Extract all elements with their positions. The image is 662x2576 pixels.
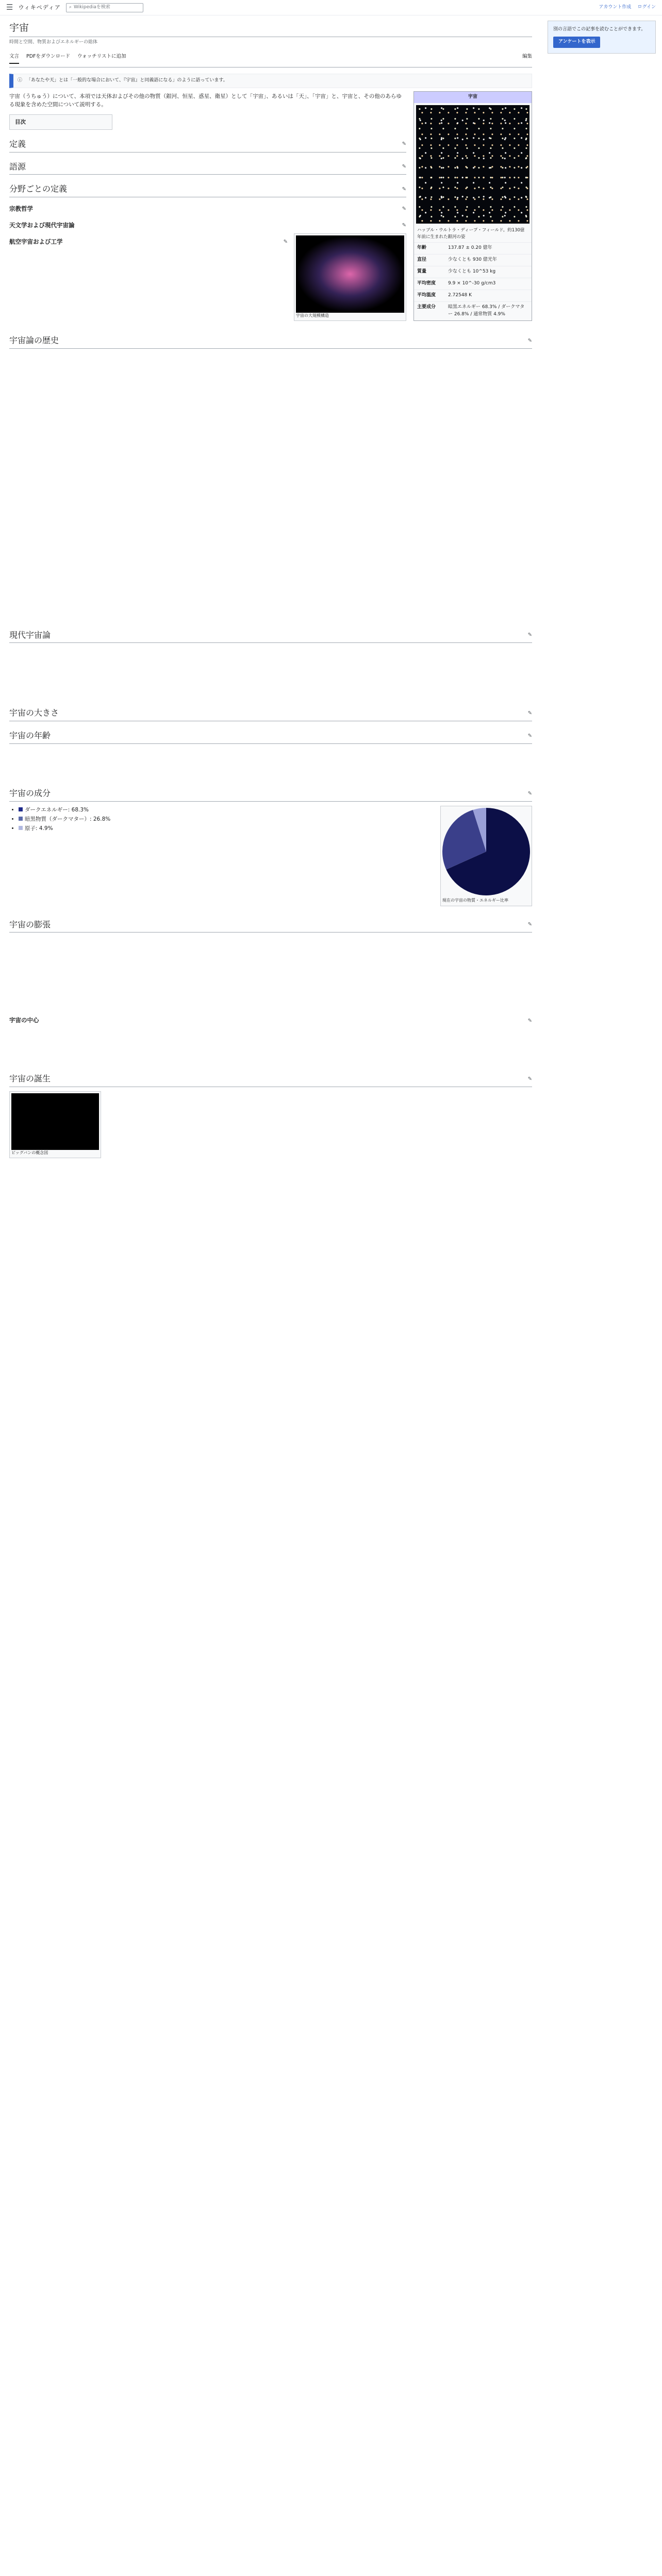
section-aerospace [9, 238, 288, 247]
figure-caption: ビッグバンの概念図 [11, 1150, 48, 1156]
section-title: 天文学および現代宇宙論 [9, 222, 75, 229]
infobox-caption: ハッブル・ウルトラ・ディープ・フィールド。約130億年前に生まれた銀河の姿 [417, 227, 525, 240]
hubble-deep-field-image[interactable] [416, 105, 529, 224]
section-title: 宇宙の大きさ [9, 708, 59, 718]
edit-icon[interactable]: ✎ [527, 1018, 532, 1024]
survey-button[interactable]: アンケートを表示 [553, 37, 600, 48]
main-content [0, 15, 541, 1162]
composition-label: ダークエネルギー: 68.3% [25, 806, 89, 813]
infobox-row [414, 301, 532, 320]
edit-icon[interactable]: ✎ [527, 632, 532, 638]
section-title: 航空宇宙および工学 [9, 238, 63, 245]
infobox [413, 91, 532, 321]
tab-pdf[interactable]: PDFをダウンロード [26, 54, 71, 60]
infobox-row-label: 平均密度 [417, 281, 436, 286]
edit-icon[interactable]: ✎ [527, 790, 532, 796]
login-link[interactable]: ログイン [637, 4, 656, 10]
search-input[interactable] [66, 3, 143, 12]
infobox-row-label: 質量 [417, 269, 427, 275]
section-astronomy [9, 221, 406, 230]
hatnote-text: 「あなたや天」とは「一般的な場合において、『宇宙』と同義語になる」のように語っています。 [26, 78, 228, 83]
infobox-row [414, 266, 532, 278]
page-tabs [9, 52, 532, 67]
section-history [9, 334, 532, 349]
section-title: 宇宙の膨張 [9, 919, 51, 929]
section-title: 現代宇宙論 [9, 630, 51, 640]
section-modern [9, 629, 532, 643]
edit-icon[interactable]: ✎ [402, 206, 406, 212]
infobox-title: 宇宙 [414, 92, 532, 103]
section-title: 宇宙の誕生 [9, 1074, 51, 1084]
infobox-row [414, 290, 532, 301]
section-fields [9, 183, 406, 197]
legend-swatch [19, 817, 23, 821]
figure-bigbang[interactable] [9, 1091, 101, 1158]
infobox-row-label: 直径 [417, 257, 427, 263]
create-account-link[interactable]: アカウント作成 [599, 4, 632, 10]
section-title: 宇宙の年齢 [9, 731, 51, 741]
edit-icon[interactable]: ✎ [283, 239, 288, 245]
infobox-row [414, 278, 532, 290]
tab-watch[interactable]: ウォッチリストに追加 [77, 54, 126, 60]
language-survey-box [548, 21, 656, 54]
section-title: 宇宙の中心 [9, 1016, 39, 1024]
figure-pie[interactable] [440, 806, 532, 906]
toc-toggle[interactable]: 目次 [9, 114, 112, 130]
section-title: 語源 [9, 161, 26, 172]
survey-text: 別の言語でこの記事を読むことができます。 [553, 27, 646, 32]
section-expansion [9, 919, 532, 933]
section-size [9, 707, 532, 721]
infobox-row-value: 暗黒エネルギー 68.3% / ダークマター 26.8% / 通常物質 4.9% [448, 304, 525, 317]
figure-large-scale[interactable] [294, 233, 406, 321]
legend-swatch [19, 826, 23, 830]
composition-label: 原子: 4.9% [25, 825, 53, 832]
section-definition [9, 138, 406, 152]
search-icon: ⌕ [69, 4, 72, 10]
infobox-row [414, 242, 532, 254]
section-title: 定義 [9, 139, 26, 149]
infobox-row-value: 2.72548 K [448, 293, 472, 298]
section-age [9, 730, 532, 744]
section-title: 宗教哲学 [9, 205, 33, 213]
info-icon: ⓘ [18, 78, 23, 83]
bigbang-image[interactable] [11, 1093, 99, 1150]
top-header [0, 0, 662, 15]
edit-icon[interactable]: ✎ [527, 710, 532, 717]
section-title: 分野ごとの定義 [9, 184, 68, 194]
page-title: 宇宙 [9, 21, 532, 37]
edit-icon[interactable]: ✎ [402, 187, 406, 193]
section-title: 宇宙論の歴史 [9, 335, 59, 345]
edit-icon[interactable]: ✎ [527, 922, 532, 928]
search-placeholder: Wikipediaを検索 [73, 4, 110, 10]
section-birth [9, 1073, 532, 1087]
infobox-row-value: 少なくとも 10^53 kg [448, 269, 496, 275]
site-wordmark[interactable]: ウィキペディア [18, 4, 61, 11]
composition-label: 暗黒物質（ダークマター）: 26.8% [25, 816, 111, 823]
edit-icon[interactable]: ✎ [402, 141, 406, 147]
page-subtitle: 時間と空間、物質およびエネルギーの総体 [9, 40, 98, 45]
menu-icon[interactable]: ☰ [6, 2, 13, 12]
edit-icon[interactable]: ✎ [402, 164, 406, 170]
figure-caption: 現在の宇宙の物質・エネルギー比率 [442, 898, 508, 903]
section-composition [9, 787, 532, 802]
edit-icon[interactable]: ✎ [527, 733, 532, 739]
edit-icon[interactable]: ✎ [527, 337, 532, 344]
edit-icon[interactable]: ✎ [527, 1076, 532, 1082]
infobox-row-value: 少なくとも 930 億光年 [448, 257, 497, 263]
right-sidebar [541, 15, 662, 1162]
tab-article[interactable]: 文言 [9, 53, 19, 64]
tab-edit[interactable]: 編集 [522, 54, 532, 60]
hatnote [9, 74, 532, 88]
large-scale-image[interactable] [296, 235, 404, 313]
section-religion [9, 205, 406, 214]
lead-paragraph: 宇宙（うちゅう）について、本項では天体およびその他の物質（銀河、恒星、惑星、衛星）として「宇宙」、あるいは「天」、「宇宙」と、宇宙と、その他のあらゆる現象を含めた空間について説明する。 [9, 93, 402, 108]
section-center [9, 1016, 532, 1025]
infobox-row-label: 平均温度 [417, 293, 436, 298]
composition-pie-chart [442, 808, 530, 895]
section-etymology [9, 161, 406, 175]
infobox-row-value: 9.9 × 10^-30 g/cm3 [448, 281, 496, 286]
infobox-row-label: 主要成分 [417, 304, 436, 310]
figure-caption: 宇宙の大規模構造 [296, 313, 329, 318]
infobox-row [414, 254, 532, 266]
section-title: 宇宙の成分 [9, 788, 51, 799]
legend-swatch [19, 807, 23, 811]
infobox-row-label: 年齢 [417, 245, 427, 251]
edit-icon[interactable]: ✎ [402, 223, 406, 229]
infobox-row-value: 137.87 ± 0.20 億年 [448, 245, 492, 251]
